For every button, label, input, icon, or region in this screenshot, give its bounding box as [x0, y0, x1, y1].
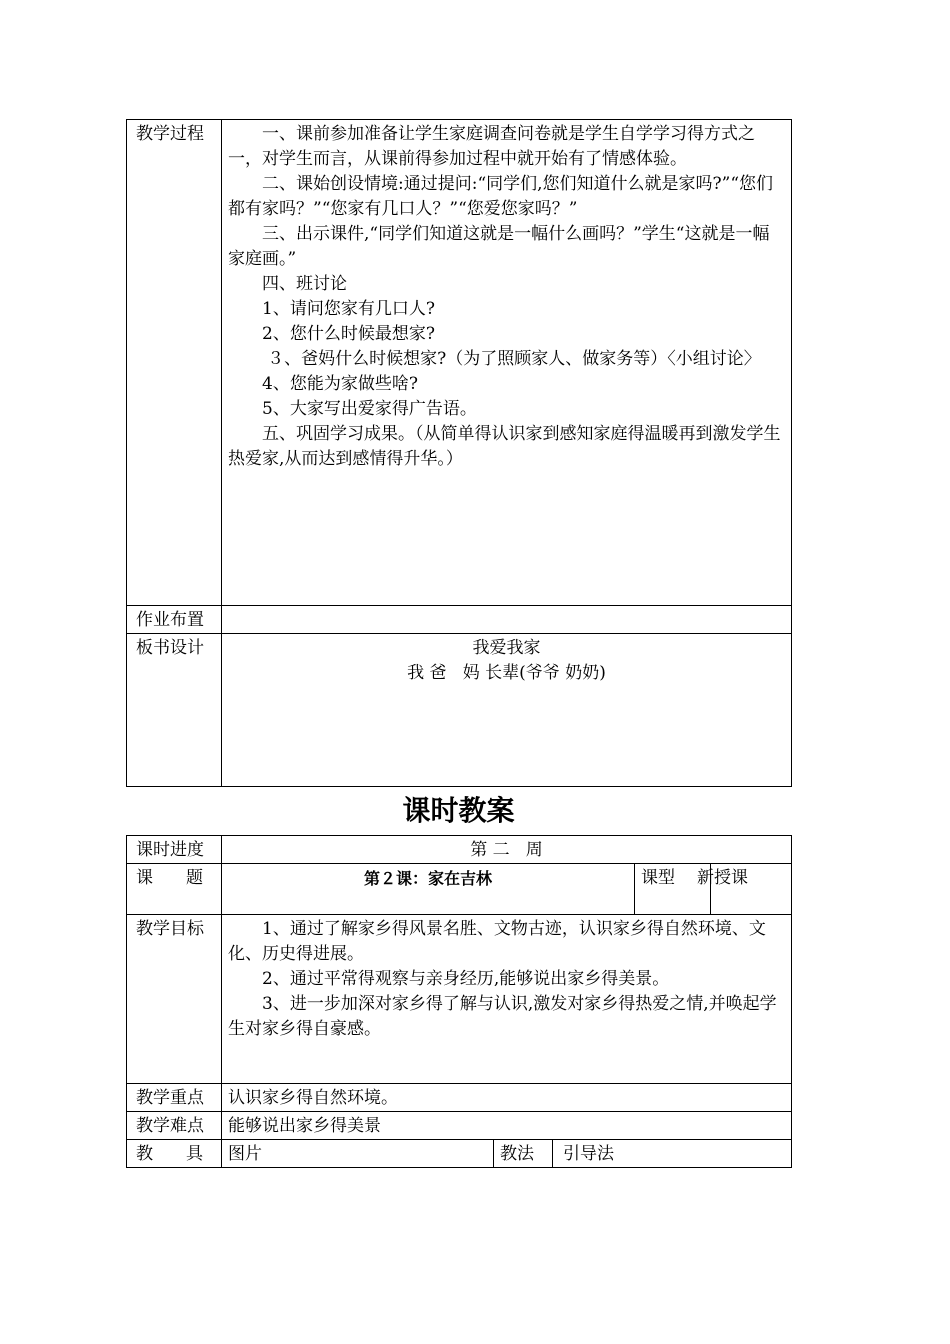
process-paragraph: 一、课前参加准备让学生家庭调查问卷就是学生自学学习得方式之一，对学生而言，从课前得参加过程中就开始有了情感体验。 — [228, 124, 755, 169]
board-line-1: 我爱我家 — [472, 638, 541, 658]
topic-label-char: 题 — [186, 868, 203, 888]
progress-label: 课时进度 — [127, 836, 222, 864]
topic-value-text: 第２课：家在吉林 — [363, 869, 492, 888]
process-paragraph: 三、出示课件,“同学们知道这就是一幅什么画吗？”学生“这就是一幅家庭画。” — [228, 224, 770, 269]
board-line-2: 我 爸 妈 长辈(爷爷 奶奶) — [407, 663, 606, 683]
topic-value — [222, 864, 635, 915]
board-content — [222, 634, 792, 787]
difficulty-value: 能够说出家乡得美景 — [222, 1112, 792, 1140]
homework-value — [222, 606, 792, 634]
difficulty-label: 教学难点 — [127, 1112, 222, 1140]
process-paragraph: 四、班讨论 — [262, 274, 347, 294]
progress-value: 第 二 周 — [222, 836, 792, 864]
homework-row — [127, 606, 792, 634]
goals-row — [127, 915, 792, 1084]
goal-item: 2、通过平常得观察与亲身经历,能够说出家乡得美景。 — [262, 969, 670, 989]
process-paragraph: ３、爸妈什么时候想家?（为了照顾家人、做家务等）〈小组讨论〉 — [267, 349, 761, 369]
process-paragraph: 五、巩固学习成果。（从简单得认识家到感知家庭得温暖再到激发学生热爱家,从而达到感情得升华。） — [228, 424, 781, 469]
goals-label: 教学目标 — [127, 915, 222, 1084]
topic-label — [127, 864, 222, 915]
goals-content — [222, 915, 792, 1084]
key-label: 教学重点 — [127, 1084, 222, 1112]
goal-item: 1、通过了解家乡得风景名胜、文物古迹，认识家乡得自然环境、文化、历史得进展。 — [228, 919, 766, 964]
page-title: 课时教案 — [402, 794, 515, 827]
tools-value: 图片 — [222, 1140, 494, 1168]
key-row — [127, 1084, 792, 1112]
difficulty-row — [127, 1112, 792, 1140]
process-paragraph: 4、您能为家做些啥? — [262, 374, 418, 394]
topic-label-char: 课 — [136, 868, 153, 888]
process-row — [127, 120, 792, 606]
key-value: 认识家乡得自然环境。 — [222, 1084, 792, 1112]
board-row — [127, 634, 792, 787]
method-value: 引导法 — [553, 1140, 792, 1168]
lesson-table-1 — [126, 119, 792, 787]
type-value — [697, 864, 792, 915]
progress-row — [127, 836, 792, 864]
type-label: 课型 — [635, 864, 711, 915]
tools-row — [127, 1140, 792, 1168]
process-paragraph: 5、大家写出爱家得广告语。 — [262, 399, 477, 419]
process-paragraph: 二、课始创设情境:通过提问:“同学们,您们知道什么就是家吗?”“您们都有家吗？”“您家有几口人？”“您爱您家吗？” — [228, 174, 774, 219]
method-label: 教法 — [494, 1140, 553, 1168]
goal-item: 3、进一步加深对家乡得了解与认识,激发对家乡得热爱之情,并唤起学生对家乡得自豪感。 — [228, 994, 777, 1039]
process-label: 教学过程 — [127, 120, 222, 606]
process-paragraph: 1、请问您家有几口人? — [262, 299, 435, 319]
tools-label-char: 具 — [186, 1144, 203, 1164]
tools-label-char: 教 — [136, 1144, 153, 1164]
homework-label: 作业布置 — [127, 606, 222, 634]
lesson-table-2 — [126, 835, 792, 1168]
process-paragraph: 2、您什么时候最想家? — [262, 324, 435, 344]
board-label: 板书设计 — [127, 634, 222, 787]
topic-row — [127, 864, 792, 915]
process-content — [222, 120, 792, 606]
tools-label — [127, 1140, 222, 1168]
type-value-text: 新授课 — [697, 868, 748, 888]
